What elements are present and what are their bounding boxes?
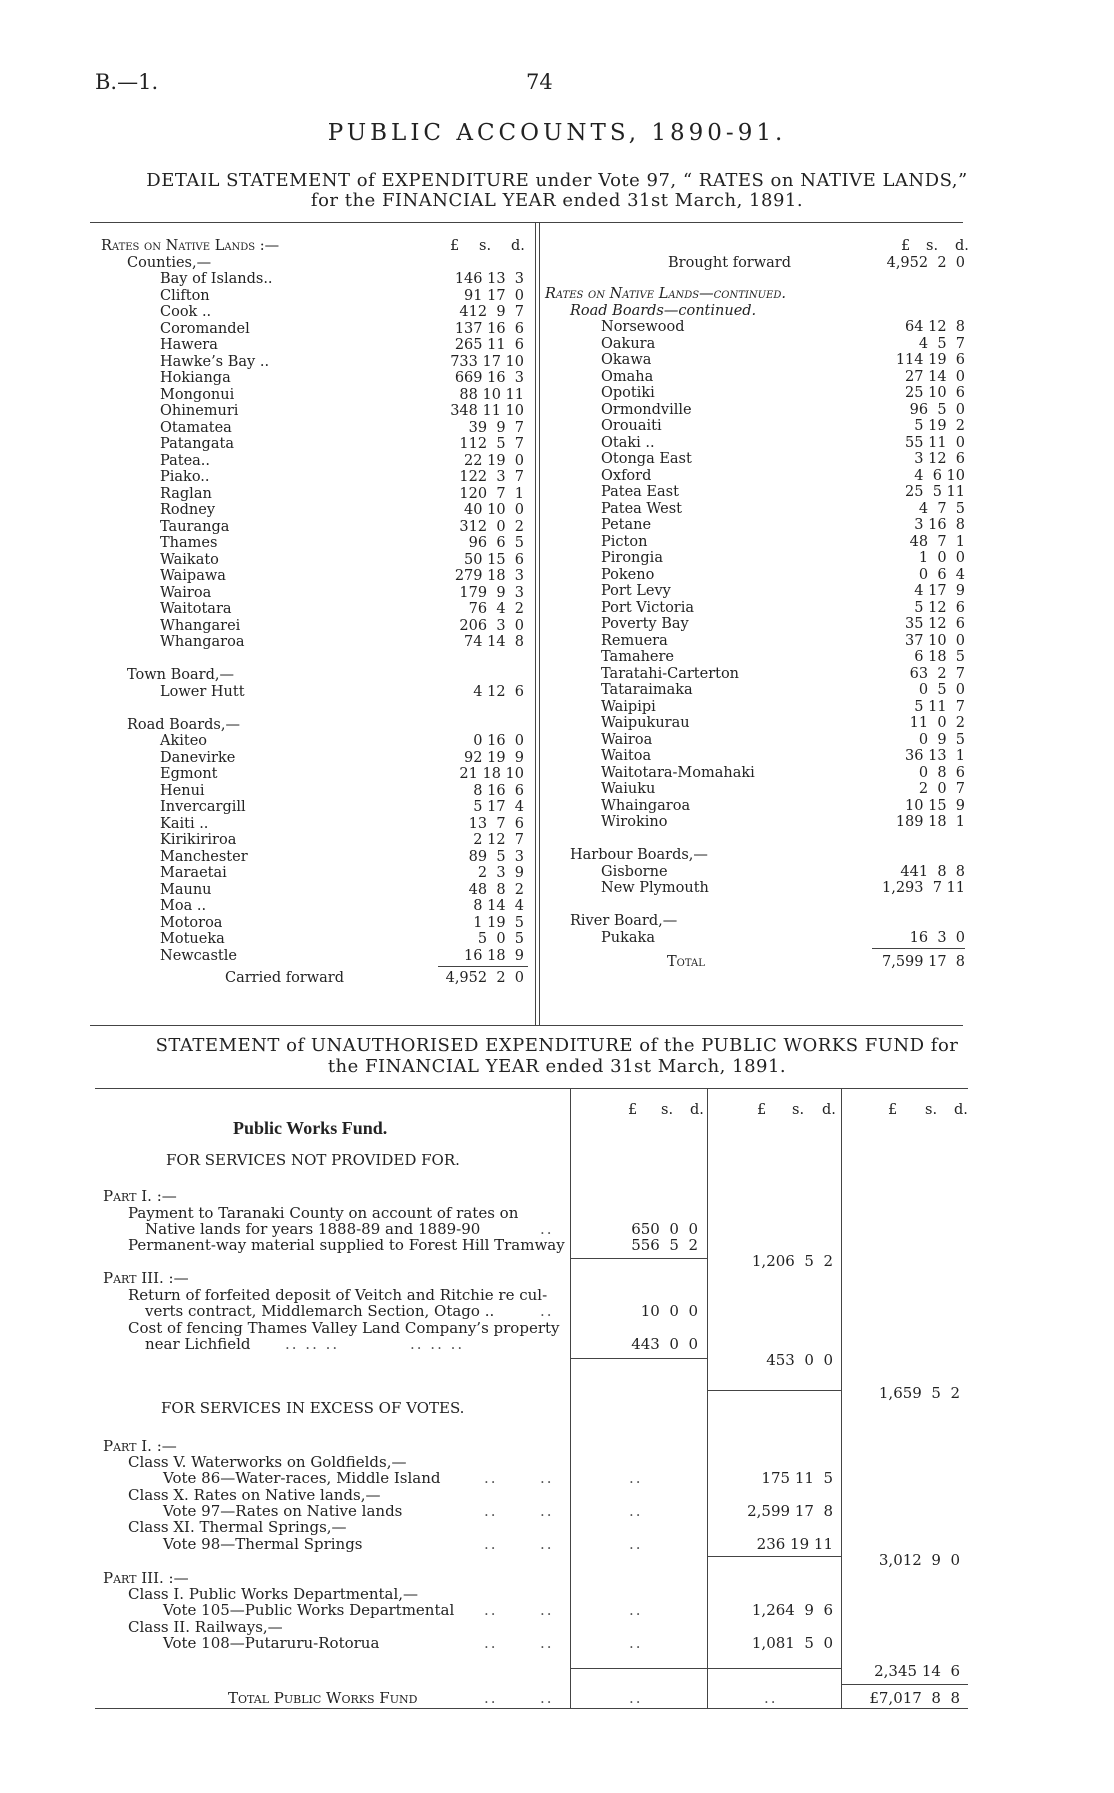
line-item-amount: 37 10 0 <box>905 632 965 649</box>
group-heading: River Board,— <box>570 913 678 929</box>
line-item-name: Thames <box>160 535 218 551</box>
line-item-amount: 8 14 4 <box>473 898 524 914</box>
line-item-name: Pukaka <box>601 929 655 946</box>
line-item-amount: 5 17 4 <box>473 799 524 815</box>
leader-dots: .. <box>484 1535 498 1553</box>
subtotal-rule <box>570 1258 707 1259</box>
group-heading: Counties,— <box>127 254 212 271</box>
vote-line: Vote 98—Thermal Springs <box>163 1535 363 1553</box>
line-item-amount: 96 6 5 <box>468 535 524 551</box>
line-item-amount: 88 10 11 <box>459 386 524 403</box>
subtotal-rule <box>570 1668 841 1669</box>
line-item-name: Waitotara-Momahaki <box>601 764 755 781</box>
line-item-name: Pirongia <box>601 550 663 566</box>
line-item-amount: 1 19 5 <box>473 914 524 931</box>
vote-amount: 1,081 5 0 <box>751 1634 833 1652</box>
currency-header: s. <box>925 1102 938 1118</box>
vote-amount: 2,599 17 8 <box>747 1502 833 1520</box>
currency-header: £ <box>450 238 460 254</box>
currency-header: £ <box>757 1102 767 1118</box>
leader-dots: .. <box>484 1469 498 1487</box>
line-item-name: Hawke’s Bay .. <box>160 353 270 370</box>
line-item-amount: 2 3 9 <box>477 865 524 881</box>
line-item-name: Ormondville <box>601 401 692 418</box>
item-amount: 556 5 2 <box>631 1236 698 1254</box>
table2-bottom-rule <box>95 1708 968 1709</box>
line-item-amount: 74 14 8 <box>464 634 524 650</box>
table-column-divider <box>535 222 536 1025</box>
vote-line: Vote 97—Rates on Native lands <box>163 1502 403 1520</box>
currency-header: s. <box>479 238 492 254</box>
line-item-amount: 733 17 10 <box>450 353 524 370</box>
line-item-name: Waiuku <box>601 781 656 797</box>
line-item-amount: 348 11 10 <box>450 403 524 419</box>
line-item-name: Akiteo <box>160 733 208 749</box>
line-item-amount: 8 16 6 <box>473 782 524 799</box>
section-heading-continued: Rates on Native Lands—continued. <box>545 286 786 302</box>
vote-amount: 175 11 5 <box>761 1469 833 1487</box>
subtotal-amount: 1,206 5 2 <box>751 1252 833 1270</box>
grand-total-label: Total Public Works Fund <box>228 1689 418 1707</box>
unauthorised-subtitle: the FINANCIAL YEAR ended 31st March, 1891. <box>327 1056 787 1077</box>
line-item-amount: 96 5 0 <box>909 401 965 418</box>
line-item-amount: 11 0 2 <box>909 715 965 731</box>
line-item-amount: 13 7 6 <box>468 815 524 832</box>
currency-header: d. <box>954 1102 968 1118</box>
table-top-rule <box>90 222 963 223</box>
line-item-name: Mongonui <box>160 386 235 403</box>
line-item-amount: 265 11 6 <box>454 337 524 353</box>
line-item-name: Taratahi-Carterton <box>601 665 740 682</box>
vote-line: Vote 105—Public Works Departmental <box>163 1601 455 1619</box>
line-item-name: Remuera <box>601 632 668 649</box>
line-item-amount: 1 0 0 <box>918 550 965 566</box>
line-item-amount: 5 11 7 <box>914 698 965 715</box>
table2-top-rule <box>95 1088 968 1089</box>
line-item-name: Maunu <box>160 881 212 898</box>
line-item-name: Bay of Islands.. <box>160 271 273 287</box>
line-item-amount: 137 16 6 <box>454 320 524 337</box>
class-heading: Class X. Rates on Native lands,— <box>128 1486 381 1504</box>
line-item-name: Invercargill <box>160 799 246 815</box>
currency-header: d. <box>955 238 969 254</box>
leader-dots: .. <box>540 1634 554 1652</box>
line-item-amount: 2 12 7 <box>473 832 524 848</box>
line-item-name: Norsewood <box>601 319 685 335</box>
group-heading: Harbour Boards,— <box>570 847 708 863</box>
line-item-name: Otonga East <box>601 451 692 467</box>
line-item-amount: 36 13 1 <box>905 748 965 764</box>
line-item-name: Patangata <box>160 436 234 452</box>
line-item-name: Raglan <box>160 485 212 502</box>
line-item-name: Maraetai <box>160 865 227 881</box>
line-item-amount: 279 18 3 <box>454 568 524 584</box>
line-item-amount: 0 5 0 <box>918 682 965 698</box>
line-item-name: Cook .. <box>160 304 212 320</box>
currency-header: s. <box>926 238 939 254</box>
line-item-name: Opotiki <box>601 385 655 401</box>
line-item-amount: 48 7 1 <box>909 533 965 550</box>
leader-dots: .. <box>540 1601 554 1619</box>
line-item-name: Waikato <box>160 551 219 568</box>
line-item-amount: 0 8 6 <box>918 764 965 781</box>
line-item-amount: 4 7 5 <box>918 500 965 517</box>
line-item-amount: 1,293 7 11 <box>881 880 965 896</box>
item-text: Payment to Taranaki County on account of rates on <box>128 1204 519 1222</box>
line-item-amount: 189 18 1 <box>895 814 965 830</box>
line-item-name: Hokianga <box>160 370 231 386</box>
table-bottom-rule <box>90 1025 963 1026</box>
line-item-name: Oxford <box>601 467 652 484</box>
part-label: Part I. :— <box>103 1187 177 1205</box>
detail-title: DETAIL STATEMENT of EXPENDITURE under Vote 97, “ RATES on NATIVE LANDS,” <box>146 170 968 191</box>
item-text: Permanent-way material supplied to Forest Hill Tramway <box>128 1236 565 1254</box>
item-text: Return of forfeited deposit of Veitch and Ritchie re cul- <box>128 1286 548 1304</box>
line-item-amount: 206 3 0 <box>459 617 524 634</box>
line-item-amount: 0 6 4 <box>918 566 965 583</box>
currency-header: s. <box>792 1102 805 1118</box>
leader-dots: .. <box>540 1469 554 1487</box>
line-item-name: Picton <box>601 533 648 550</box>
line-item-amount: 89 5 3 <box>468 848 524 865</box>
line-item-name: Waipipi <box>601 698 656 715</box>
line-item-amount: 10 15 9 <box>905 797 965 814</box>
group-heading: Town Board,— <box>127 667 234 683</box>
table-column-divider <box>539 222 540 1025</box>
line-item-name: Danevirke <box>160 749 236 766</box>
leader-dots: .. <box>629 1689 643 1707</box>
line-item-amount: 4 6 10 <box>914 467 965 484</box>
section-total: 1,659 5 2 <box>878 1384 960 1402</box>
line-item-name: Petane <box>601 517 652 533</box>
line-item-amount: 4 12 6 <box>473 683 524 700</box>
line-item-amount: 5 19 2 <box>914 418 965 434</box>
currency-header: £ <box>628 1102 638 1118</box>
line-item-name: Port Levy <box>601 583 671 599</box>
line-item-amount: 0 16 0 <box>473 733 524 749</box>
line-item-amount: 120 7 1 <box>459 485 524 502</box>
group-heading: Road Boards—continued. <box>570 302 757 319</box>
line-item-name: Okawa <box>601 352 652 368</box>
vote-line: Vote 86—Water-races, Middle Island <box>163 1469 441 1487</box>
subtotal-amount: 453 0 0 <box>766 1351 833 1369</box>
line-item-amount: 4 5 7 <box>918 335 965 352</box>
total-label: Total <box>667 954 705 970</box>
class-heading: Class I. Public Works Departmental,— <box>128 1585 419 1603</box>
line-item-name: Wirokino <box>601 814 668 830</box>
carried-forward-amount: 4,952 2 0 <box>445 970 524 986</box>
line-item-name: Tauranga <box>160 518 230 535</box>
line-item-name: Waipukurau <box>601 715 690 731</box>
line-item-amount: 5 0 5 <box>477 931 524 947</box>
leader-dots: .. <box>629 1535 643 1553</box>
fund-heading: Public Works Fund. <box>233 1118 388 1138</box>
line-item-name: Otaki .. <box>601 434 655 451</box>
leader-dots: .. .. .. <box>410 1335 465 1353</box>
class-heading: Class XI. Thermal Springs,— <box>128 1518 347 1536</box>
leader-dots: .. <box>629 1469 643 1487</box>
currency-header: s. <box>661 1102 674 1118</box>
line-item-name: Motoroa <box>160 914 223 931</box>
leader-dots: .. <box>484 1689 498 1707</box>
leader-dots: .. <box>629 1502 643 1520</box>
line-item-amount: 64 12 8 <box>905 319 965 335</box>
item-text: verts contract, Middlemarch Section, Otago .. <box>145 1302 495 1320</box>
line-item-name: Gisborne <box>601 863 668 880</box>
line-item-name: Waipawa <box>160 568 226 584</box>
line-item-amount: 122 3 7 <box>459 469 524 485</box>
line-item-name: Omaha <box>601 368 654 385</box>
item-text: near Lichfield <box>145 1335 251 1353</box>
line-item-name: Egmont <box>160 766 218 782</box>
line-item-name: Whaingaroa <box>601 797 691 814</box>
line-item-name: Motueka <box>160 931 225 947</box>
line-item-amount: 35 12 6 <box>905 616 965 632</box>
vote-line: Vote 108—Putaruru-Rotorua <box>163 1634 380 1652</box>
line-item-name: Otamatea <box>160 419 232 436</box>
line-item-name: Henui <box>160 782 205 799</box>
line-item-amount: 55 11 0 <box>905 434 965 451</box>
subtotal-rule <box>707 1390 841 1391</box>
line-item-name: Patea East <box>601 484 679 500</box>
line-item-name: Lower Hutt <box>160 683 245 700</box>
line-item-amount: 312 0 2 <box>459 518 524 535</box>
line-item-amount: 92 19 9 <box>464 749 524 766</box>
line-item-name: Kaiti .. <box>160 815 209 832</box>
total-rule <box>841 1684 968 1685</box>
line-item-name: Newcastle <box>160 947 237 964</box>
line-item-amount: 25 5 11 <box>905 484 965 500</box>
leader-dots: .. <box>540 1535 554 1553</box>
subtotal-rule <box>438 966 528 967</box>
line-item-name: Kirikiriroa <box>160 832 237 848</box>
line-item-name: Port Victoria <box>601 599 695 616</box>
part-total: 3,012 9 0 <box>878 1551 960 1569</box>
line-item-amount: 39 9 7 <box>468 419 524 436</box>
item-amount: 650 0 0 <box>631 1220 698 1238</box>
line-item-amount: 5 12 6 <box>914 599 965 616</box>
table2-col2-rule <box>707 1088 708 1708</box>
line-item-name: Poverty Bay <box>601 616 689 632</box>
currency-header: d. <box>822 1102 836 1118</box>
page-title: PUBLIC ACCOUNTS, 1890-91. <box>327 120 787 146</box>
line-item-amount: 114 19 6 <box>895 352 965 368</box>
line-item-name: Manchester <box>160 848 248 865</box>
leader-dots: .. <box>540 1220 554 1238</box>
line-item-name: Tataraimaka <box>601 682 693 698</box>
subtotal-rule <box>872 948 965 949</box>
line-item-name: Ohinemuri <box>160 403 239 419</box>
line-item-amount: 76 4 2 <box>468 601 524 617</box>
currency-header: d. <box>511 238 525 254</box>
line-item-name: Clifton <box>160 287 210 304</box>
table2-col3-rule <box>841 1088 842 1708</box>
currency-header: £ <box>901 238 911 254</box>
line-item-name: Patea.. <box>160 452 211 469</box>
item-amount: 443 0 0 <box>631 1335 698 1353</box>
section-heading: Rates on Native Lands :— <box>101 238 280 254</box>
line-item-amount: 6 18 5 <box>914 649 965 665</box>
leader-dots: .. <box>629 1634 643 1652</box>
unauthorised-title: STATEMENT of UNAUTHORISED EXPENDITURE of the PUBLIC WORKS FUND for <box>155 1035 959 1056</box>
item-text: Cost of fencing Thames Valley Land Company’s property <box>128 1319 560 1337</box>
item-amount: 10 0 0 <box>640 1302 698 1320</box>
grand-total: £7,017 8 8 <box>869 1689 960 1707</box>
line-item-amount: 25 10 6 <box>905 385 965 401</box>
subtotal-rule <box>707 1556 841 1557</box>
line-item-amount: 27 14 0 <box>905 368 965 385</box>
leader-dots: .. .. .. <box>285 1335 340 1353</box>
leader-dots: .. <box>764 1689 778 1707</box>
leader-dots: .. <box>629 1601 643 1619</box>
currency-header: £ <box>888 1102 898 1118</box>
line-item-amount: 2 0 7 <box>918 781 965 797</box>
line-item-name: Patea West <box>601 500 682 517</box>
group-heading: Road Boards,— <box>127 716 240 733</box>
line-item-amount: 63 2 7 <box>909 665 965 682</box>
line-item-amount: 48 8 2 <box>468 881 524 898</box>
line-item-name: Wairoa <box>160 584 212 601</box>
leader-dots: .. <box>540 1302 554 1320</box>
line-item-name: New Plymouth <box>601 880 709 896</box>
line-item-name: Pokeno <box>601 566 655 583</box>
line-item-amount: 4 17 9 <box>914 583 965 599</box>
line-item-amount: 3 12 6 <box>914 451 965 467</box>
line-item-name: Waitotara <box>160 601 232 617</box>
line-item-amount: 16 3 0 <box>909 929 965 946</box>
line-item-amount: 50 15 6 <box>464 551 524 568</box>
leader-dots: .. <box>484 1502 498 1520</box>
line-item-name: Tamahere <box>601 649 675 665</box>
class-heading: Class V. Waterworks on Goldfields,— <box>128 1453 407 1471</box>
line-item-amount: 669 16 3 <box>454 370 524 386</box>
part-total: 2,345 14 6 <box>874 1662 960 1680</box>
line-item-name: Piako.. <box>160 469 210 485</box>
line-item-amount: 146 13 3 <box>454 271 524 287</box>
currency-header: d. <box>690 1102 704 1118</box>
table2-col1-rule <box>570 1088 571 1708</box>
line-item-name: Oakura <box>601 335 656 352</box>
document-code: B.—1. <box>95 70 159 94</box>
line-item-amount: 21 18 10 <box>459 766 524 782</box>
class-heading: Class II. Railways,— <box>128 1618 283 1636</box>
vote-amount: 236 19 11 <box>756 1535 833 1553</box>
line-item-amount: 412 9 7 <box>459 304 524 320</box>
line-item-name: Coromandel <box>160 320 250 337</box>
leader-dots: .. <box>540 1689 554 1707</box>
part-label: Part III. :— <box>103 1569 189 1587</box>
leader-dots: .. <box>540 1502 554 1520</box>
line-item-amount: 179 9 3 <box>459 584 524 601</box>
leader-dots: .. <box>484 1601 498 1619</box>
leader-dots: .. <box>484 1634 498 1652</box>
line-item-amount: 441 8 8 <box>900 863 965 880</box>
line-item-amount: 91 17 0 <box>464 287 524 304</box>
brought-forward-amount: 4,952 2 0 <box>886 255 965 271</box>
line-item-amount: 3 16 8 <box>914 517 965 533</box>
vote-amount: 1,264 9 6 <box>751 1601 833 1619</box>
line-item-amount: 0 9 5 <box>918 731 965 748</box>
detail-subtitle: for the FINANCIAL YEAR ended 31st March, 1891. <box>310 190 804 211</box>
line-item-amount: 16 18 9 <box>464 947 524 964</box>
subtotal-rule <box>570 1358 707 1359</box>
line-item-amount: 40 10 0 <box>464 502 524 518</box>
item-text: Native lands for years 1888-89 and 1889-90 <box>145 1220 481 1238</box>
total-amount: 7,599 17 8 <box>881 954 965 970</box>
carried-forward-label: Carried forward <box>225 970 345 986</box>
line-item-name: Whangaroa <box>160 634 245 650</box>
line-item-name: Whangarei <box>160 617 241 634</box>
page-number: 74 <box>526 70 553 94</box>
line-item-name: Wairoa <box>601 731 653 748</box>
line-item-name: Moa .. <box>160 898 207 914</box>
line-item-name: Hawera <box>160 337 218 353</box>
line-item-amount: 112 5 7 <box>459 436 524 452</box>
section-heading: FOR SERVICES IN EXCESS OF VOTES. <box>161 1399 465 1417</box>
line-item-amount: 22 19 0 <box>464 452 524 469</box>
section-heading: FOR SERVICES NOT PROVIDED FOR. <box>166 1151 460 1169</box>
line-item-name: Rodney <box>160 502 216 518</box>
part-label: Part III. :— <box>103 1269 189 1287</box>
line-item-name: Waitoa <box>601 748 652 764</box>
brought-forward-label: Brought forward <box>668 255 792 271</box>
part-label: Part I. :— <box>103 1437 177 1455</box>
line-item-name: Orouaiti <box>601 418 662 434</box>
